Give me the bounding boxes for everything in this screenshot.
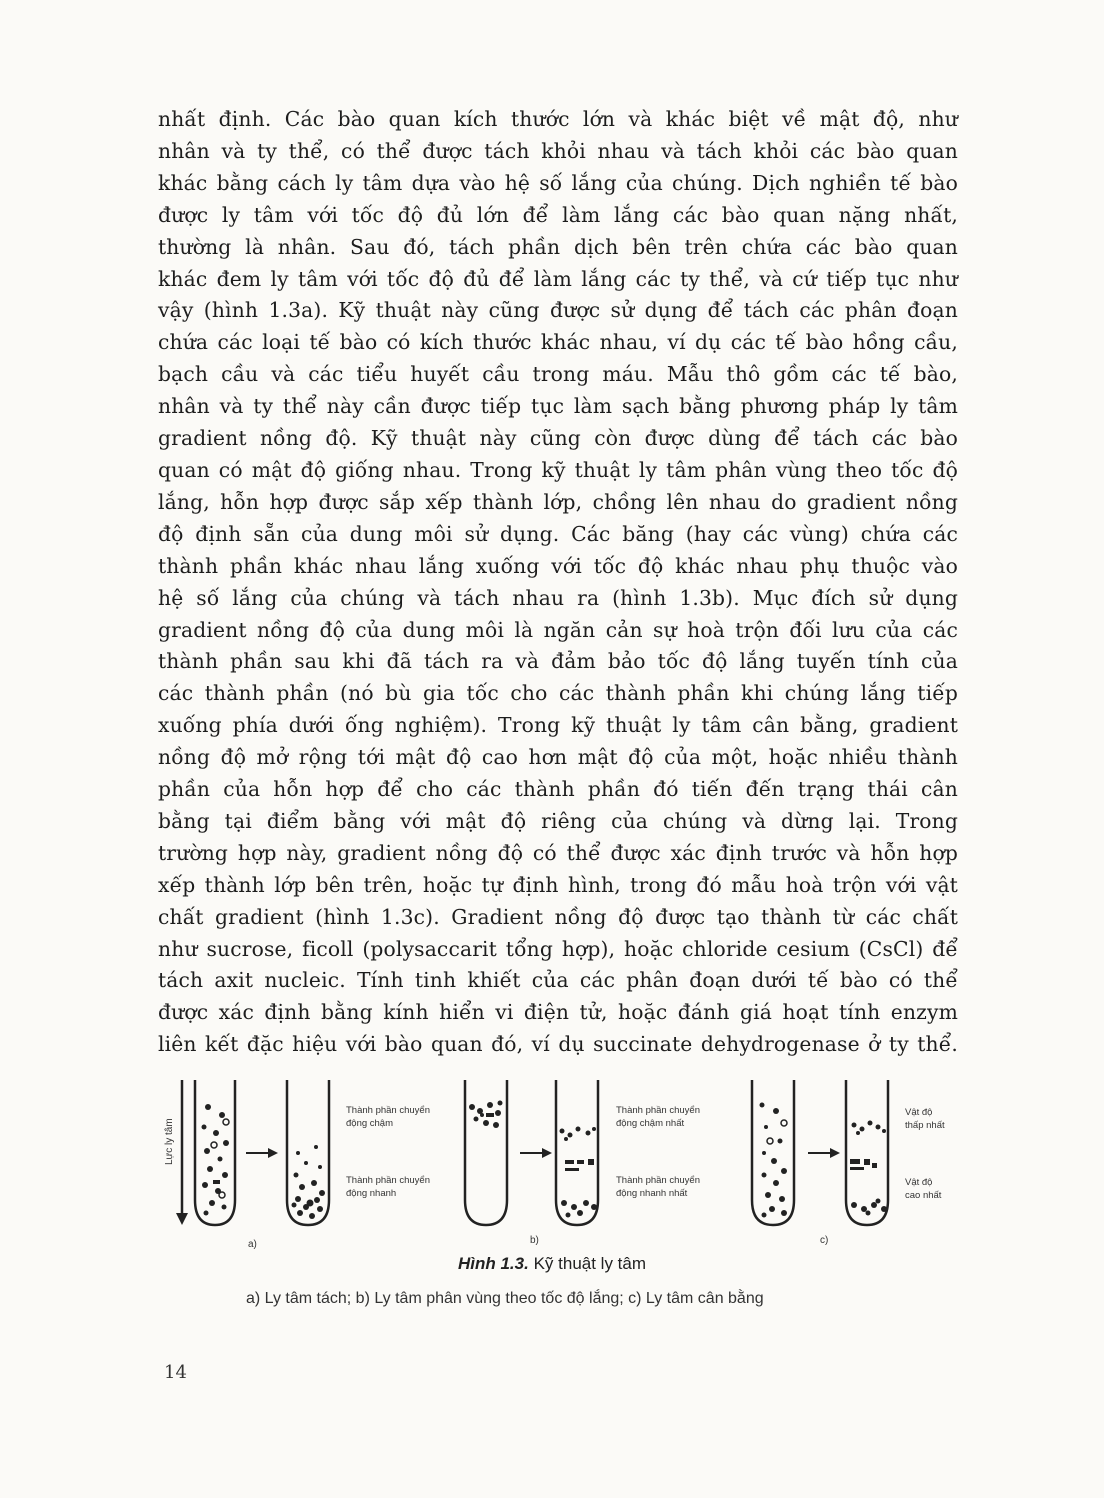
arrow-a [246, 1148, 278, 1158]
text-line: chất gradient (hình 1.3c). Gradient nồng độ được tạo thành từ các chất [158, 904, 958, 929]
label-high-density-2: cao nhất [905, 1190, 942, 1201]
text-line: trường hợp này, gradient nồng độ có thể được xác định trước và hỗn hợp [158, 840, 958, 865]
panel-c-labels [905, 1107, 945, 1201]
text-line: chứa các loại tế bào có kích thước khác nhau, ví dụ các tế bào hồng cầu, [158, 330, 958, 355]
label-low-density-2: thấp nhất [905, 1120, 945, 1131]
figure-title: Kỹ thuật ly tâm [533, 1254, 647, 1273]
text-line: độ định sẵn của dung môi sử dụng. Các băng (hay các vùng) chứa các [158, 521, 958, 546]
tube-c2 [846, 1080, 888, 1225]
text-line: nhân và ty thể, có thể được tách khỏi nhau và tách khỏi các bào quan [158, 138, 958, 163]
text-line: được ly tâm với tốc độ đủ lớn để làm lắng các bào quan nặng nhất, [158, 202, 958, 227]
label-fast-b-2: động nhanh nhất [616, 1188, 688, 1199]
text-line: nhất định. Các bào quan kích thước lớn và khác biệt về mật độ, như [158, 107, 958, 131]
tube-b2 [556, 1080, 598, 1225]
figure-caption-title [0, 1254, 1104, 1274]
text-line: xếp thành lớp bên trên, hoặc tự định hình, trong đó mẫu hoà trộn với vật [158, 872, 958, 897]
label-slow-a-1: Thành phần chuyển [346, 1105, 430, 1116]
page-number: 14 [164, 1362, 187, 1383]
label-fast-b-1: Thành phần chuyển [616, 1175, 700, 1186]
figure-diagram [160, 1075, 970, 1255]
text-line: nồng độ mở rộng tới mật độ cao hơn mật độ của một, hoặc nhiều thành [158, 745, 958, 770]
label-fast-a-1: Thành phần chuyển [346, 1175, 430, 1186]
tube-b1 [465, 1080, 507, 1225]
tube-a2 [287, 1080, 329, 1225]
text-line: thành phần khác nhau lắng xuống với tốc độ khác nhau phụ thuộc vào [158, 553, 958, 578]
text-line: hệ số lắng của chúng và tách nhau ra (hình 1.3b). Mục đích sử dụng [158, 585, 958, 610]
text-line: bằng tại điểm bằng với mật độ riêng của chúng và dừng lại. Trong [158, 808, 958, 833]
text-line: gradient nồng độ. Kỹ thuật này cũng còn được dùng để tách các bào [158, 426, 958, 451]
text-line: thường là nhân. Sau đó, tách phần dịch bên trên chứa các bào quan [158, 234, 958, 259]
label-slow-b-1: Thành phần chuyển [616, 1105, 700, 1116]
text-line: lắng, hỗn hợp được sắp xếp thành lớp, chồng lên nhau do gradient nồng [158, 489, 958, 514]
text-line: liên kết đặc hiệu với bào quan đó, ví dụ succinate dehydrogenase ở ty thể. [158, 1032, 958, 1057]
panel-b-labels [616, 1105, 700, 1199]
text-line: khác bằng cách ly tâm dựa vào hệ số lắng của chúng. Dịch nghiền tế bào [158, 170, 958, 195]
text-line: được xác định bằng kính hiển vi điện tử, hoặc đánh giá hoạt tính enzym [158, 1000, 958, 1025]
tube-c1 [752, 1080, 794, 1225]
centrifugal-force-arrow [176, 1080, 188, 1225]
text-line: như sucrose, ficoll (polysaccarit tổng hợp), hoặc chloride cesium (CsCl) để [158, 936, 958, 961]
axis-label: Lực ly tâm [164, 1118, 175, 1165]
arrow-b [520, 1148, 552, 1158]
text-line: quan có mật độ giống nhau. Trong kỹ thuật ly tâm phân vùng theo tốc độ [158, 457, 958, 482]
panel-a-labels [346, 1105, 430, 1199]
tube-a1 [195, 1080, 235, 1225]
text-line: tách axit nucleic. Tính tinh khiết của các phân đoạn dưới tế bào có thể [158, 968, 958, 993]
panel-letter-c: c) [820, 1235, 829, 1246]
text-line: bạch cầu và các tiểu huyết cầu trong máu. Mẫu thô gồm các tế bào, [158, 362, 958, 387]
text-line: nhân và ty thể này cần được tiếp tục làm sạch bằng phương pháp ly tâm [158, 394, 958, 419]
text-line: phần của hỗn hợp để cho các thành phần đó tiến đến trạng thái cân [158, 777, 958, 802]
panel-letter-b: b) [530, 1235, 539, 1246]
body-paragraph [158, 104, 958, 1061]
label-slow-b-2: động chậm nhất [616, 1118, 685, 1129]
label-low-density-1: Vật độ [905, 1107, 933, 1118]
figure-centrifugation [160, 1075, 970, 1255]
text-line: xuống phía dưới ống nghiệm). Trong kỹ thuật ly tâm cân bằng, gradient [158, 713, 958, 738]
text-line: các thành phần (nó bù gia tốc cho các thành phần khi chúng lắng tiếp [158, 681, 958, 706]
label-high-density-1: Vật độ [905, 1177, 933, 1188]
figure-caption-subtitle: a) Ly tâm tách; b) Ly tâm phân vùng theo tốc độ lắng; c) Ly tâm cân bằng [246, 1290, 764, 1307]
label-slow-a-2: động chậm [346, 1118, 394, 1129]
label-fast-a-2: động nhanh [346, 1188, 397, 1199]
text-line: khác đem ly tâm với tốc độ đủ để làm lắng các ty thể, và cứ tiếp tục như [158, 266, 958, 291]
panel-letter-a: a) [248, 1239, 257, 1250]
text-line: gradient nồng độ của dung môi là ngăn cản sự hoà trộn đối lưu của các [158, 617, 958, 642]
arrow-c [808, 1148, 840, 1158]
text-line: vậy (hình 1.3a). Kỹ thuật này cũng được sử dụng để tách các phân đoạn [158, 298, 958, 323]
figure-number: Hình 1.3. [457, 1254, 529, 1273]
text-line: thành phần sau khi đã tách ra và đảm bảo tốc độ lắng tuyến tính của [158, 649, 958, 674]
